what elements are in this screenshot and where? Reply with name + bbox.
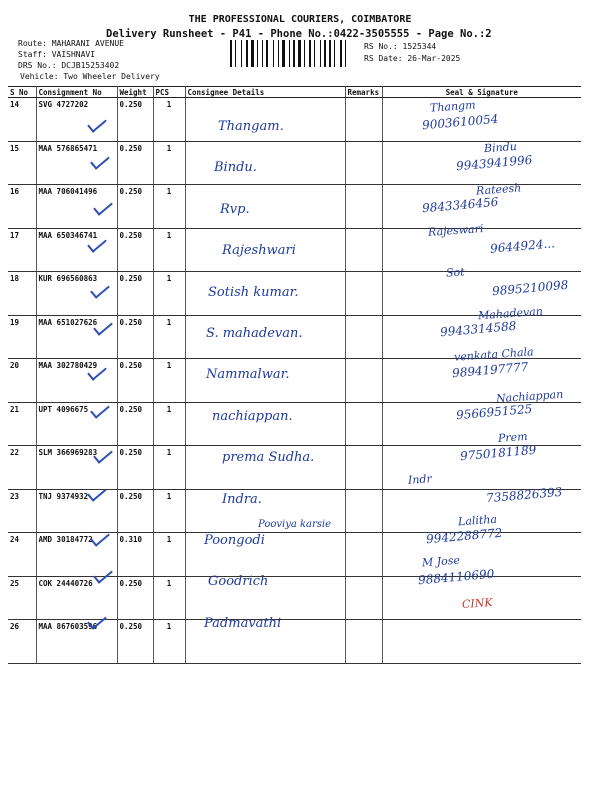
weight-cell: 0.250 [117,315,153,359]
table-row [8,576,581,620]
col-header-weight: Weight [117,87,153,98]
barcode [230,40,348,67]
signature-name: Lalitha [457,512,498,529]
consignee-handwriting: Rajeshwari [222,243,296,259]
pcs-cell: 1 [153,272,185,316]
remarks-cell [345,402,382,446]
remarks-cell [345,620,382,664]
barcode-bar [334,40,335,67]
consignee-handwriting: Goodrich [208,574,269,590]
sno-cell: 26 [8,620,36,664]
consignment-cell: MAA 650346741 [36,228,117,272]
sno-cell: 25 [8,576,36,620]
consignment-cell: SVG 4727202 [36,98,117,142]
col-header-signature: Seal & Signature [382,87,581,98]
consignee-handwriting: Poongodi [204,533,265,548]
weight-cell: 0.250 [117,98,153,142]
pcs-cell: 1 [153,620,185,664]
col-header-remarks: Remarks [345,87,382,98]
signature-name: Indr [407,471,433,487]
signature-phone: 9566951525 [455,401,533,423]
signature-phone: 9644924... [489,236,556,256]
consignment-cell: MAA 706041496 [36,185,117,229]
remarks-cell [345,98,382,142]
barcode-bar [320,40,321,67]
barcode-bar [289,40,290,67]
pcs-cell: 1 [153,533,185,577]
signature-phone: 9894197777 [451,360,529,381]
barcode-bar [329,40,331,67]
sno-cell: 19 [8,315,36,359]
staff-line: Staff: VAISHNAVI [18,50,96,59]
consignment-cell: SLM 366969283 [36,446,117,490]
consignee-handwriting: Indra. [222,491,262,507]
consignee-handwriting: nachiappan. [212,408,293,424]
rs-date: RS Date: 26-Mar-2025 [364,54,461,63]
route-line: Route: MAHARANI AVENUE [18,39,124,48]
col-header-consignee: Consignee Details [185,87,345,98]
barcode-bar [235,40,236,67]
remarks-cell [345,228,382,272]
col-header-sno: S No [8,87,36,98]
pcs-cell: 1 [153,489,185,533]
signature-name: Rateesh [475,181,522,198]
barcode-bar [251,40,254,67]
weight-cell: 0.250 [117,402,153,446]
sno-cell: 17 [8,228,36,272]
consignee-note: Pooviya karsie [258,519,332,530]
barcode-bar [278,40,279,67]
consignee-handwriting: Bindu. [214,160,257,176]
signature-name: Nachiappan [495,387,564,406]
table-header-row [8,87,581,98]
sno-cell: 23 [8,489,36,533]
pcs-cell: 1 [153,315,185,359]
remarks-cell [345,533,382,577]
barcode-bar [282,40,285,67]
signature-name: M Jose [421,554,461,570]
signature-phone: 9943941996 [455,153,533,174]
barcode-bar [324,40,326,67]
barcode-bar [309,40,311,67]
vehicle-line: Vehicle: Two Wheeler Delivery [20,72,160,81]
consignee-handwriting: Padmavathi [204,615,282,631]
runsheet-title: Delivery Runsheet - P41 - Phone No.:0422-3505555 - Page No.:2 [106,28,492,40]
signature-name: Sot [445,264,466,280]
barcode-bar [293,40,295,67]
weight-cell: 0.250 [117,359,153,403]
weight-cell: 0.310 [117,533,153,577]
pcs-cell: 1 [153,402,185,446]
signature-phone: 9884110690 [417,567,495,588]
sno-cell: 16 [8,185,36,229]
weight-cell: 0.250 [117,620,153,664]
weight-cell: 0.250 [117,446,153,490]
consignee-handwriting: Rvp. [220,201,250,217]
sno-cell: 14 [8,98,36,142]
barcode-bar [298,40,301,67]
signature-name: Thangm [429,98,476,115]
consignment-cell: TNJ 9374932 [36,489,117,533]
signature-phone: 7358826393 [485,484,563,505]
consignee-handwriting: prema Sudha. [222,450,315,466]
signature-name: venkata Chala [453,345,535,365]
consignee-handwriting: Sotish kumar. [208,284,299,300]
consignee-cell [185,185,345,229]
signature-phone: 9750181189 [459,442,537,464]
pcs-cell: 1 [153,98,185,142]
signature-name: Prem [497,430,529,446]
signature-name: Mahadevan [477,304,544,323]
sno-cell: 18 [8,272,36,316]
signature-phone: 9843346456 [421,194,499,216]
drs-line: DRS No.: DCJB15253402 [18,61,120,70]
company-name: THE PROFESSIONAL COURIERS, COIMBATORE [188,14,412,25]
signature-name: Rajeswari [427,222,484,240]
consignment-cell: COK 24440726 [36,576,117,620]
sno-cell: 21 [8,402,36,446]
weight-cell: 0.250 [117,185,153,229]
weight-cell: 0.250 [117,141,153,185]
signature-name: Bindu [483,140,518,156]
barcode-bar [257,40,258,67]
signature-phone: 9003610054 [421,111,499,133]
remarks-cell [345,315,382,359]
weight-cell: 0.250 [117,489,153,533]
sno-cell: 22 [8,446,36,490]
barcode-bar [230,40,232,67]
weight-cell: 0.250 [117,576,153,620]
col-header-consignment: Consignment No [36,87,117,98]
remarks-cell [345,446,382,490]
signature-cell [382,620,581,664]
remarks-cell [345,359,382,403]
barcode-bar [266,40,268,67]
consignment-cell: UPT 4096675 [36,402,117,446]
signature-phone: 9942288772 [425,525,503,547]
barcode-bar [345,40,346,67]
consignment-cell: MAA 302780429 [36,359,117,403]
weight-cell: 0.250 [117,228,153,272]
col-header-pcs: PCS [153,87,185,98]
sno-cell: 24 [8,533,36,577]
weight-cell: 0.250 [117,272,153,316]
signature-phone: 9895210098 [491,277,569,298]
sno-cell: 15 [8,141,36,185]
signature-phone: 9943314588 [439,318,517,340]
sno-cell: 20 [8,359,36,403]
consignment-cell: MAA 576865471 [36,141,117,185]
consignee-handwriting: Thangam. [218,119,284,134]
remarks-cell [345,141,382,185]
consignment-cell: MAA 651027626 [36,315,117,359]
consignment-cell: AMD 30184772 [36,533,117,577]
consignee-cell [185,141,345,185]
consignee-handwriting: Nammalwar. [206,367,290,383]
barcode-bar [304,40,305,67]
remarks-cell [345,272,382,316]
pcs-cell: 1 [153,446,185,490]
consignment-cell: KUR 696560863 [36,272,117,316]
rs-number: RS No.: 1525344 [364,42,437,51]
remarks-cell [345,185,382,229]
pcs-cell: 1 [153,576,185,620]
consignment-cell: MAA 867603596 [36,620,117,664]
consignee-handwriting: S. mahadevan. [206,326,303,341]
barcode-bar [273,40,274,67]
barcode-bar [246,40,248,67]
remarks-cell [345,576,382,620]
barcode-bar [314,40,315,67]
pcs-cell: 1 [153,359,185,403]
barcode-bar [262,40,263,67]
signature-name: CINK [461,595,494,611]
barcode-bar [340,40,342,67]
pcs-cell: 1 [153,141,185,185]
pcs-cell: 1 [153,185,185,229]
barcode-bar [241,40,242,67]
pcs-cell: 1 [153,228,185,272]
remarks-cell [345,489,382,533]
